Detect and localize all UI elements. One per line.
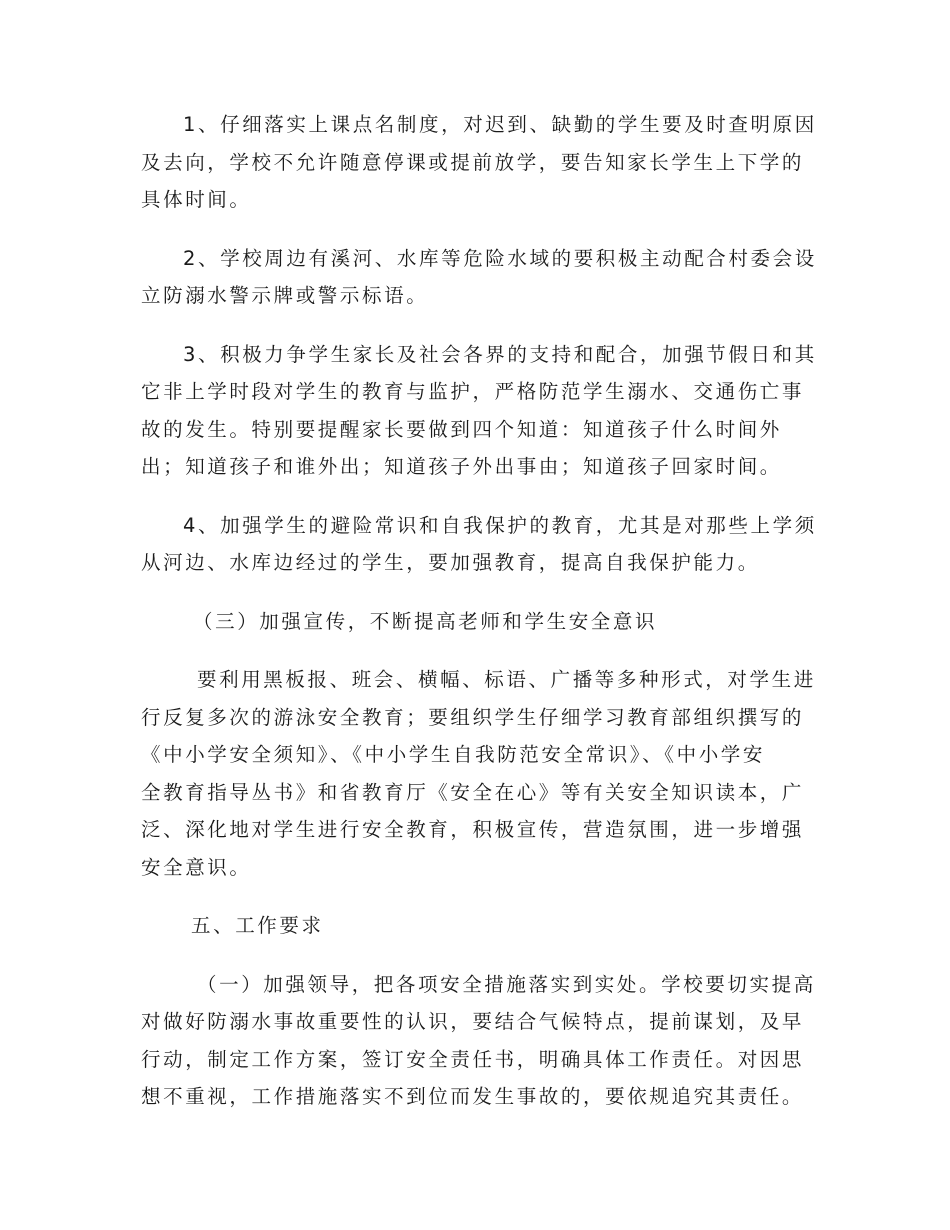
- text-line: 对做好防溺水事故重要性的认识，要结合气候特点，提前谋划，及早: [141, 1010, 805, 1033]
- paragraph-3: [141, 336, 817, 486]
- text-line: 1、仔细落实上课点名制度，对迟到、缺勤的学生要及时查明原因: [183, 113, 817, 136]
- text-line: 立防溺水警示牌或警示标语。: [141, 284, 429, 307]
- text-line: 安全意识。: [141, 855, 252, 879]
- document-body: [141, 106, 817, 1137]
- text-line: 想不重视，工作措施落实不到位而发生事故的，要依规追究其责任。: [141, 1085, 805, 1108]
- section-heading-3: （三）加强宣传，不断提高老师和学生安全意识: [193, 609, 658, 633]
- paragraph-5: [141, 661, 816, 886]
- paragraph-2: [141, 240, 817, 315]
- text-line: 《中小学安全须知》、《中小学生自我防范安全常识》、《中小学安: [141, 743, 766, 766]
- text-line: 出；知道孩子和谁外出；知道孩子外出事由；知道孩子回家时间。: [141, 455, 782, 478]
- text-line: （一）加强领导，把各项安全措施落实到实处。学校要切实提高: [197, 972, 816, 996]
- text-line: 及去向，学校不允许随意停课或提前放学，要告知家长学生上下学的: [141, 150, 805, 174]
- paragraph-4: [141, 507, 817, 582]
- text-line: 故的发生。特别要提醒家长要做到四个知道：知道孩子什么时间外: [141, 417, 782, 441]
- paragraph-1: [141, 106, 817, 219]
- text-line: 行反复多次的游泳安全教育；要组织学生仔细学习教育部组织撰写的: [141, 705, 805, 729]
- text-line: 4、加强学生的避险常识和自我保护的教育，尤其是对那些上学须: [183, 513, 817, 537]
- text-line: 泛、深化地对学生进行安全教育，积极宣传，营造氛围，进一步增强: [141, 818, 805, 841]
- text-line: 2、学校周边有溪河、水库等危险水域的要积极主动配合村委会设: [183, 246, 817, 270]
- chapter-heading-5: 五、工作要求: [191, 914, 324, 937]
- text-line: 3、积极力争学生家长及社会各界的支持和配合，加强节假日和其: [183, 342, 817, 366]
- text-line: 从河边、水库边经过的学生，要加强教育，提高自我保护能力。: [141, 551, 760, 574]
- text-line: 具体时间。: [141, 188, 252, 211]
- text-line: 它非上学时段对学生的教育与监护，严格防范学生溺水、交通伤亡事: [141, 380, 805, 403]
- text-line: 要利用黑板报、班会、横幅、标语、广播等多种形式，对学生进: [197, 668, 816, 691]
- paragraph-6: [141, 966, 816, 1116]
- text-line: 行动，制定工作方案，签订安全责任书，明确具体工作责任。对因思: [141, 1047, 805, 1071]
- text-line: 全教育指导丛书》和省教育厅《安全在心》等有关安全知识读本，广: [141, 780, 805, 804]
